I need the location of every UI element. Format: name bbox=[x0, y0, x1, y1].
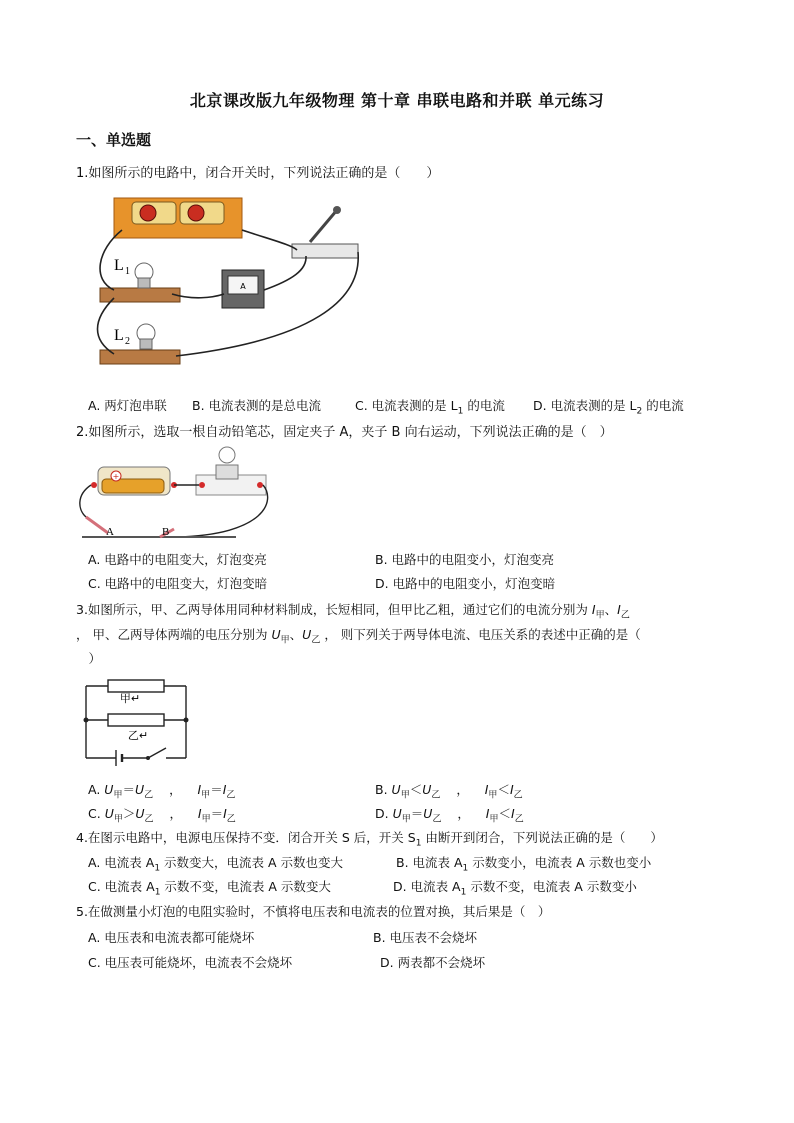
q1-option-b[interactable]: B. 电流表测的是总电流 bbox=[192, 398, 322, 413]
q3-circuit-figure bbox=[78, 674, 198, 770]
q1-label-l1: L bbox=[114, 257, 124, 274]
q2-label-b: B bbox=[162, 526, 170, 538]
svg-text:A: A bbox=[240, 282, 246, 291]
question-5-stem: 5.在做测量小灯泡的电阻实验时，不慎将电压表和电流表的位置对换，其后果是（ ） bbox=[76, 904, 551, 919]
q3-option-a[interactable]: A. $U_甲=U_乙$ ， $I_甲=I_乙$ bbox=[88, 782, 236, 801]
q4-option-b[interactable]: B. 电流表 $A_1$ 示数变小，电流表 A 示数也变小 bbox=[396, 855, 652, 874]
svg-text:+: + bbox=[112, 472, 120, 481]
q3-label-jia: 甲↵ bbox=[119, 692, 141, 705]
q3-option-d[interactable]: D. $U_甲=U_乙$ ， $I_甲<I_乙$ bbox=[375, 806, 524, 825]
q1-label-l2-sub: 2 bbox=[125, 336, 130, 347]
question-4-stem: 4.在图示电路中，电源电压保持不变．闭合开关 S 后，开关 $S_1$ 由断开到闭合，下列说法正确的是（ ） bbox=[76, 830, 663, 849]
q1-option-c[interactable]: C. 电流表测的是 $L_1$ 的电流 bbox=[355, 398, 505, 417]
q3-option-b[interactable]: B. $U_甲<U_乙$ ， $I_甲<I_乙$ bbox=[375, 782, 523, 801]
q2-option-c[interactable]: C. 电路中的电阻变大，灯泡变暗 bbox=[88, 576, 268, 591]
q1-label-l2: L bbox=[114, 327, 124, 344]
q5-option-a[interactable]: A. 电压表和电流表都可能烧坏 bbox=[88, 930, 255, 945]
q4-option-d[interactable]: D. 电流表 $A_1$ 示数不变，电流表 A 示数变小 bbox=[393, 879, 637, 898]
q5-option-d[interactable]: D. 两表都不会烧坏 bbox=[380, 955, 486, 970]
question-2-stem: 2.如图所示，选取一根自动铅笔芯，固定夹子 A，夹子 B 向右运动，下列说法正确的是（ ） bbox=[76, 425, 613, 440]
q3-option-c[interactable]: C. $U_甲>U_乙$ ， $I_甲=I_乙$ bbox=[88, 806, 236, 825]
q2-label-a: A bbox=[106, 526, 114, 538]
q5-option-c[interactable]: C. 电压表可能烧坏，电流表不会烧坏 bbox=[88, 955, 293, 970]
question-3-stem-line2: ， 甲、乙两导体两端的电压分别为 $U_甲$、$U_乙$ ， 则下列关于两导体电流、电压关系的表述中正确的是（ bbox=[76, 627, 641, 646]
q1-option-a[interactable]: A. 两灯泡串联 bbox=[88, 398, 167, 413]
q1-option-d[interactable]: D. 电流表测的是 $L_2$ 的电流 bbox=[533, 398, 684, 417]
question-3-stem-line3: ） bbox=[76, 651, 102, 666]
question-1-stem: 1.如图所示的电路中，闭合开关时，下列说法正确的是（ ） bbox=[76, 166, 440, 181]
q4-option-c[interactable]: C. 电流表 $A_1$ 示数不变，电流表 A 示数变大 bbox=[88, 879, 331, 898]
q5-option-b[interactable]: B. 电压表不会烧坏 bbox=[373, 930, 478, 945]
section-heading: 一、单选题 bbox=[76, 131, 152, 149]
page-title: 北京课改版九年级物理 第十章 串联电路和并联 单元练习 bbox=[189, 91, 605, 110]
q4-option-a[interactable]: A. 电流表 $A_1$ 示数变大，电流表 A 示数也变大 bbox=[88, 855, 344, 874]
q3-label-yi: 乙↵ bbox=[127, 729, 149, 742]
q2-option-a[interactable]: A. 电路中的电阻变大，灯泡变亮 bbox=[88, 552, 267, 567]
q1-label-l1-sub: 1 bbox=[125, 266, 130, 277]
q2-circuit-figure bbox=[76, 445, 286, 545]
q1-circuit-figure bbox=[92, 190, 372, 390]
q2-option-d[interactable]: D. 电路中的电阻变小，灯泡变暗 bbox=[375, 576, 556, 591]
q2-option-b[interactable]: B. 电路中的电阻变小，灯泡变亮 bbox=[375, 552, 555, 567]
question-3-stem-line1: 3.如图所示，甲、乙两导体用同种材料制成，长短相同，但甲比乙粗，通过它们的电流分别为 $I_甲$、$I_乙$ bbox=[76, 602, 630, 621]
